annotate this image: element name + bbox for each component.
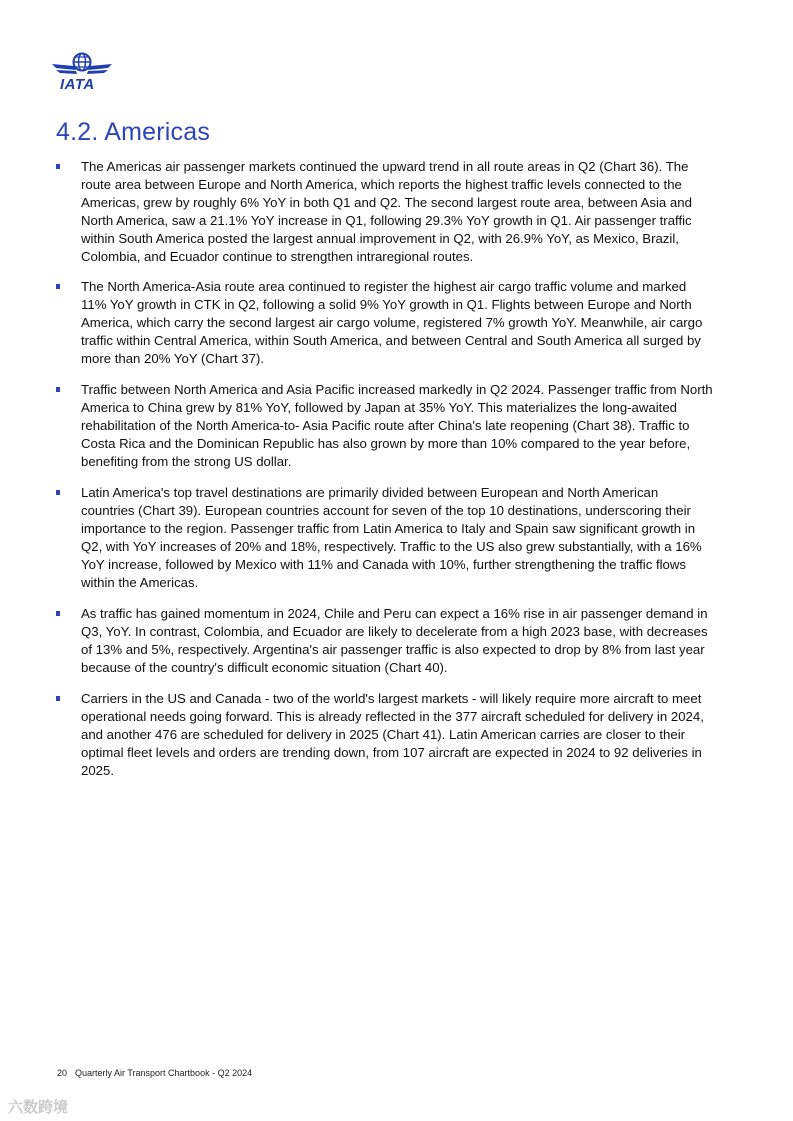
bullet-paragraph: [81, 278, 761, 368]
paragraph-line: benefiting from the strong US dollar.: [81, 454, 292, 469]
bullet-paragraph: [81, 381, 761, 471]
paragraph-line: Latin America's top travel destinations are primarily divided between European and North American: [81, 485, 659, 500]
paragraph-line: more than 20% YoY (Chart 37).: [81, 351, 265, 366]
paragraph-line: and another 476 are scheduled for delivery in 2025 (Chart 41). Latin American carries are closer to their: [81, 727, 686, 742]
paragraph-line: 2025.: [81, 763, 115, 778]
paragraph-line: countries (Chart 39). European countries account for seven of the top 10 destinations, underscoring their: [81, 503, 691, 518]
paragraph-line: operational needs going forward. This is already reflected in the 377 aircraft scheduled for delivery in 2024,: [81, 709, 704, 724]
bullet-icon: [56, 164, 60, 169]
paragraph-line: rehabilitation of the North America-to- Asia Pacific route after China's late reopening (Chart 38). Traffic to: [81, 418, 690, 433]
paragraph-line: America, which carry the second largest air cargo volume, registered 7% growth YoY. Meanwhile, air cargo: [81, 315, 703, 330]
section-title: 4.2. Americas: [56, 118, 211, 146]
paragraph-line: Traffic between North America and Asia Pacific increased markedly in Q2 2024. Passenger traffic from North: [81, 382, 713, 397]
paragraph-line: Colombia, and Ecuador continue to strengthen intraregional routes.: [81, 249, 474, 264]
page-footer: [57, 1068, 252, 1078]
page-number: 20: [57, 1068, 68, 1078]
paragraph-line: America to China grew by 81% YoY, followed by Japan at 35% YoY. This materializes the long-awaited: [81, 400, 678, 415]
paragraph-line: route area between Europe and North America, which reports the highest traffic levels connected to the: [81, 177, 682, 192]
bullet-icon: [56, 490, 60, 495]
bullet-icon: [56, 387, 60, 392]
paragraph-line: As traffic has gained momentum in 2024, Chile and Peru can expect a 16% rise in air passenger demand in: [81, 606, 708, 621]
bullet-paragraph: [81, 158, 761, 266]
bullet-icon: [56, 284, 60, 289]
bullet-paragraph: [81, 484, 761, 592]
paragraph-line: within the Americas.: [81, 575, 199, 590]
footer-title: Quarterly Air Transport Chartbook - Q2 2024: [75, 1068, 253, 1078]
paragraph-line: North America, saw a 21.1% YoY increase in Q1, following 29.3% YoY growth in Q1. Air passenger traffic: [81, 213, 692, 228]
paragraph-line: within South America posted the largest annual improvement in Q2, with 26.9% YoY, as Mexico, Brazil,: [81, 231, 679, 246]
paragraph-line: Americas, grew by roughly 6% YoY in both Q1 and Q2. The second largest route area, between Asia and: [81, 195, 692, 210]
logo-text: IATA: [60, 76, 95, 93]
paragraph-line: optimal fleet levels and orders are trending down, from 107 aircraft are expected in 2024 to 92 deliveries in: [81, 745, 702, 760]
paragraph-line: Q2, with YoY increases of 20% and 18%, respectively. Traffic to the US also grew substantially, with a 16%: [81, 539, 702, 554]
paragraph-line: Q3, YoY. In contrast, Colombia, and Ecuador are likely to decelerate from a high 2023 base, with decreases: [81, 624, 708, 639]
paragraph-line: Costa Rica and the Dominican Republic has also grown by more than 10% compared to the year before,: [81, 436, 691, 451]
paragraph-line: The Americas air passenger markets continued the upward trend in all route areas in Q2 (Chart 36). The: [81, 159, 689, 174]
bullet-icon: [56, 696, 60, 701]
paragraph-line: The North America-Asia route area continued to register the highest air cargo traffic volume and marked: [81, 279, 687, 294]
bullet-paragraph: [81, 690, 761, 780]
bullet-icon: [56, 611, 60, 616]
paragraph-line: of 13% and 5%, respectively. Argentina's air passenger traffic is also expected to drop by 8% from last year: [81, 642, 705, 657]
paragraph-line: 11% YoY growth in CTK in Q2, following a solid 9% YoY growth in Q1. Flights between Europe and North: [81, 297, 692, 312]
paragraph-line: traffic within Central America, within South America, and between Central and South America all surged by: [81, 333, 701, 348]
bullet-paragraph: [81, 605, 761, 677]
paragraph-line: importance to the region. Passenger traffic from Latin America to Italy and Spain saw significant growth in: [81, 521, 696, 536]
paragraph-line: YoY increase, followed by Mexico with 11% and Canada with 10%, further strengthening the traffic flows: [81, 557, 687, 572]
paragraph-line: because of the country's difficult economic situation (Chart 40).: [81, 660, 448, 675]
watermark: 六数跨境: [8, 1099, 69, 1116]
paragraph-line: Carriers in the US and Canada - two of the world's largest markets - will likely require more aircraft to meet: [81, 691, 702, 706]
